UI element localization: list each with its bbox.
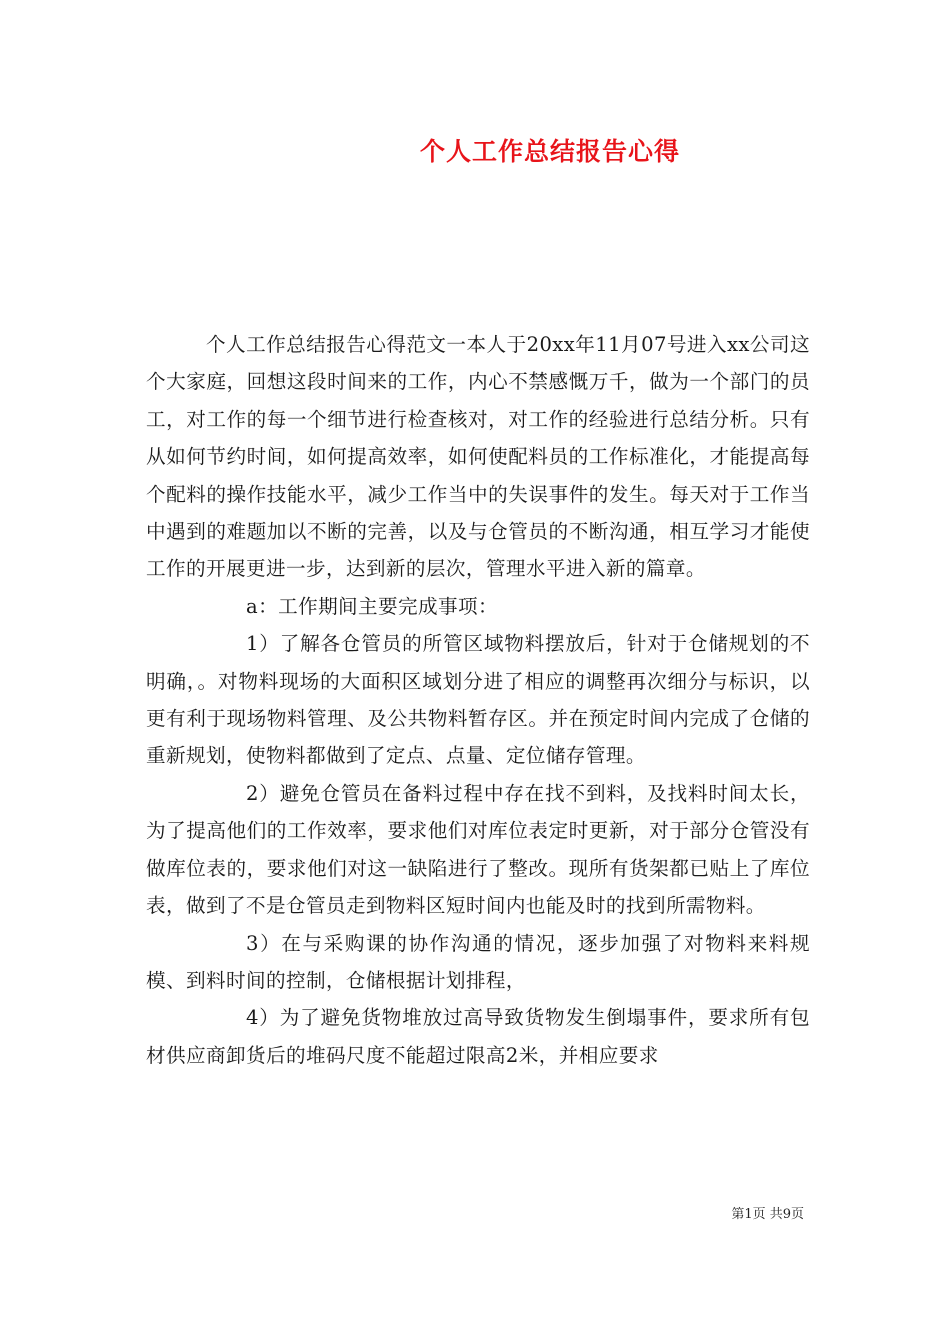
paragraph-item-1: 1）了解各仓管员的所管区域物料摆放后，针对于仓储规划的不明确，。对物料现场的大面积区域划分进了相应的调整再次细分与标识，以更有利于现场物料管理、及公共物料暂存区。并在预定时间内完成了仓储的重新规划，使物料都做到了定点、点量、定位储存管理。 [146,632,810,768]
paragraph-intro: 个人工作总结报告心得范文一本人于20xx年11月07号进入xx公司这个大家庭，回想这段时间来的工作，内心不禁感慨万千，做为一个部门的员工，对工作的每一个细节进行检查核对，对工作的经验进行总结分析。只有从如何节约时间，如何提高效率，如何使配料员的工作标准化，才能提高每个配料的操作技能水平，减少工作当中的失误事件的发生。每天对于工作当中遇到的难题加以不断的完善，以及与仓管员的不断沟通，相互学习才能使工作的开展更进一步，达到新的层次，管理水平进入新的篇章。 [146,333,810,581]
paragraph-item-3: 3）在与采购课的协作沟通的情况，逐步加强了对物料来料规模、到料时间的控制，仓储根据计划排程， [146,931,810,992]
document-title: 个人工作总结报告心得 [419,137,680,166]
paragraph-section-a: a：工作期间主要完成事项： [246,594,499,618]
paragraph-item-2: 2）避免仓管员在备料过程中存在找不到料，及找料时间太长，为了提高他们的工作效率，要求他们对库位表定时更新，对于部分仓管没有做库位表的，要求他们对这一缺陷进行了整改。现所有货架都已贴上了库位表，做到了不是仓管员走到物料区短时间内也能及时的找到所需物料。 [146,781,810,918]
page-number-footer: 第1页 共9页 [731,1207,804,1222]
paragraph-item-4: 4）为了避免货物堆放过高导致货物发生倒塌事件，要求所有包材供应商卸货后的堆码尺度不能超过限高2米，并相应要求 [146,1006,810,1067]
document-body [146,326,810,1074]
